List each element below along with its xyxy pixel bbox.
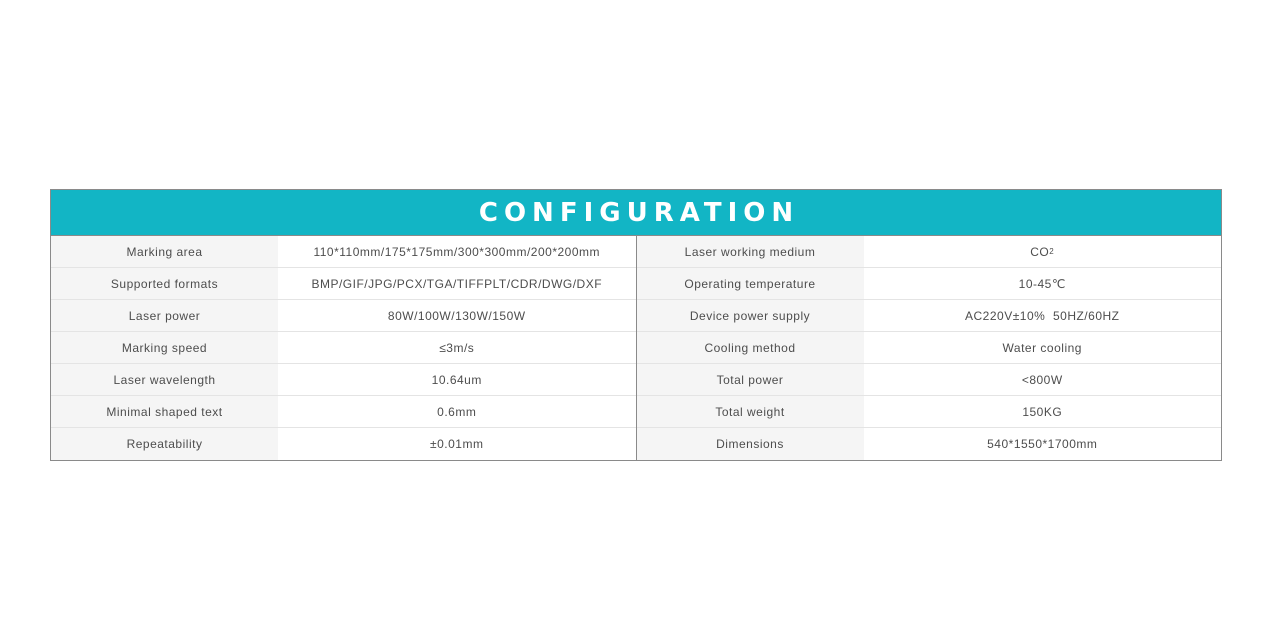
spec-label: Supported formats bbox=[51, 268, 278, 299]
spec-value: BMP/GIF/JPG/PCX/TGA/TIFFPLT/CDR/DWG/DXF bbox=[278, 268, 636, 299]
spec-value: ±0.01mm bbox=[278, 428, 636, 460]
spec-row bbox=[637, 300, 1222, 332]
spec-value: 10.64um bbox=[278, 364, 636, 395]
spec-row bbox=[51, 268, 636, 300]
spec-value: 80W/100W/130W/150W bbox=[278, 300, 636, 331]
spec-label: Total power bbox=[637, 364, 864, 395]
spec-value: 110*110mm/175*175mm/300*300mm/200*200mm bbox=[278, 236, 636, 267]
spec-row bbox=[637, 396, 1222, 428]
spec-value: AC220V±10% 50HZ/60HZ bbox=[864, 300, 1222, 331]
spec-value: ≤3m/s bbox=[278, 332, 636, 363]
configuration-title: CONFIGURATION bbox=[478, 197, 800, 228]
spec-label: Repeatability bbox=[51, 428, 278, 460]
spec-row bbox=[637, 236, 1222, 268]
spec-row bbox=[51, 332, 636, 364]
spec-label: Minimal shaped text bbox=[51, 396, 278, 427]
spec-label: Dimensions bbox=[637, 428, 864, 460]
spec-row bbox=[51, 236, 636, 268]
configuration-header bbox=[51, 190, 1221, 236]
spec-value: 10-45℃ bbox=[864, 268, 1222, 299]
spec-value: 0.6mm bbox=[278, 396, 636, 427]
spec-label: Device power supply bbox=[637, 300, 864, 331]
spec-value: CO 2 bbox=[864, 236, 1222, 267]
configuration-body bbox=[51, 236, 1221, 460]
spec-value: 540*1550*1700mm bbox=[864, 428, 1222, 460]
spec-label: Laser wavelength bbox=[51, 364, 278, 395]
spec-row bbox=[637, 268, 1222, 300]
spec-value: Water cooling bbox=[864, 332, 1222, 363]
right-spec-column bbox=[637, 236, 1222, 460]
spec-label: Marking area bbox=[51, 236, 278, 267]
left-spec-column bbox=[51, 236, 637, 460]
spec-row bbox=[51, 428, 636, 460]
spec-label: Laser power bbox=[51, 300, 278, 331]
spec-row bbox=[51, 364, 636, 396]
configuration-table bbox=[50, 189, 1222, 461]
spec-value: 150KG bbox=[864, 396, 1222, 427]
spec-row bbox=[637, 364, 1222, 396]
spec-label: Operating temperature bbox=[637, 268, 864, 299]
spec-row bbox=[637, 428, 1222, 460]
spec-label: Laser working medium bbox=[637, 236, 864, 267]
co2-text: CO bbox=[1030, 244, 1050, 259]
spec-row bbox=[51, 396, 636, 428]
spec-value: <800W bbox=[864, 364, 1222, 395]
spec-label: Marking speed bbox=[51, 332, 278, 363]
spec-label: Total weight bbox=[637, 396, 864, 427]
spec-row bbox=[637, 332, 1222, 364]
spec-row bbox=[51, 300, 636, 332]
spec-label: Cooling method bbox=[637, 332, 864, 363]
